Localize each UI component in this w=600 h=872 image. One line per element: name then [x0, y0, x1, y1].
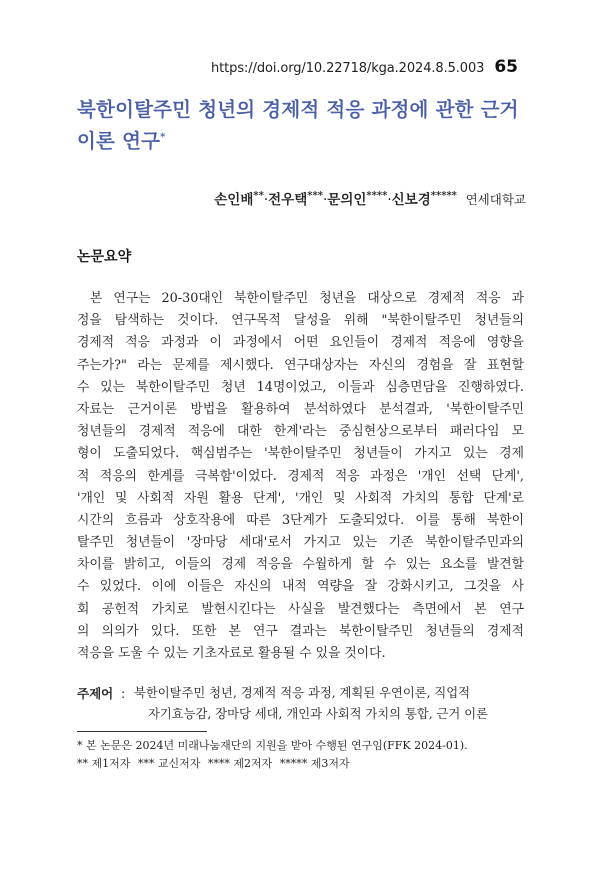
abstract-line: 적응을 도울 수 있는 기초자료로 활용될 수 있을 것이다.	[77, 646, 386, 661]
abstract-line: 정을 탐색하는 것이다. 연구목적 달성을 위해 "북한이탈주민 청년들의	[77, 313, 524, 329]
abstract-line: 형이 도출되었다. 핵심범주는 '북한이탈주민 청년들이 가지고 있는 경제	[77, 446, 524, 462]
keywords-label: 주제어	[77, 686, 114, 701]
keywords-line: 자기효능감, 장마당 세대, 개인과 사회적 가치의 통합, 근거 이론	[148, 707, 488, 721]
author-mark: **	[253, 190, 264, 202]
author-mark: *****	[430, 190, 457, 202]
role-mark: **	[77, 757, 88, 770]
role-label: 교신저자	[157, 757, 201, 770]
abstract-line: 회 공헌적 가치로 발현시킨다는 사실을 발견했다는 측면에서 본 연구	[77, 601, 524, 617]
role-label: 제2저자	[233, 757, 273, 770]
author-name: 손인배	[214, 192, 254, 208]
abstract-line: 경제적 적응 과정과 이 과정에서 어떤 요인들이 경제적 적응에 영향을	[77, 335, 524, 351]
role-label: 제1저자	[91, 757, 131, 770]
abstract-heading: 논문요약	[77, 249, 132, 265]
abstract-line: 본 연구는 20-30대인 북한이탈주민 청년을 대상으로 경제적 적응 과	[90, 291, 524, 306]
footnote-funding: * 본 논문은 2024년 미래나눔재단의 지원을 받아 수행된 연구임(FFK 2024-01).	[77, 739, 468, 752]
role-mark: ***	[137, 757, 155, 770]
title-footnote-mark: *	[160, 132, 166, 143]
author-name: 문의인	[327, 192, 367, 208]
role-label: 제3저자	[310, 757, 350, 770]
affiliation: 연세대학교	[465, 192, 526, 207]
abstract-line: 수 있었다. 이에 이들은 자신의 내적 역량을 잘 강화시키고, 그것을 사	[77, 579, 524, 595]
doi-link[interactable]: https://doi.org/10.22718/kga.2024.8.5.003	[211, 61, 485, 76]
author-name: 전우택	[268, 192, 308, 208]
author-separator: ·	[263, 192, 269, 208]
author-name: 신보경	[391, 192, 431, 208]
author-separator: ·	[387, 192, 392, 208]
footnote-divider	[77, 731, 207, 732]
author-separator: ·	[322, 192, 328, 208]
role-mark: ****	[207, 757, 230, 770]
abstract-line: 탈주민 청년들이 '장마당 세대'로서 가지고 있는 기존 북한이탈주민과의	[77, 535, 524, 551]
keywords-colon: :	[121, 686, 126, 701]
abstract-line: 적 적응의 한계를 극복함'이었다. 경제적 적응 과정은 '개인 선택 단계',	[77, 468, 524, 484]
keywords-line: 북한이탈주민 청년, 경제적 적응 과정, 계획된 우연이론, 직업적	[134, 686, 471, 700]
footnotes	[77, 737, 532, 773]
abstract-line: 주는가?" 라는 문제를 제시했다. 연구대상자는 자신의 경험을 잘 표현할	[77, 357, 524, 373]
author-mark: ***	[307, 190, 323, 202]
abstract-line: '개인 및 사회적 자원 활용 단계', '개인 및 사회적 가치의 통합 단계'로	[77, 490, 524, 506]
title-line-1: 북한이탈주민 청년의 경제적 적응 과정에 관한 근거	[77, 98, 519, 121]
abstract-line: 자료는 근거이론 방법을 활용하여 분석하였다 분석결과, '북한이탈주민	[77, 401, 524, 417]
paper-title	[77, 96, 532, 156]
abstract-line: 시간의 흐름과 상호작용에 따른 3단계가 도출되었다. 이를 통해 북한이	[77, 512, 524, 528]
keywords-text	[134, 683, 534, 725]
title-line-2: 이론 연구	[77, 129, 161, 153]
footnote-roles	[77, 755, 532, 773]
page-number: 65	[494, 57, 518, 77]
role-mark: *****	[279, 757, 308, 770]
author-list	[214, 188, 526, 208]
author-mark: ****	[366, 190, 388, 202]
abstract-line: 차이를 밝히고, 이들의 경제 적응을 수월하게 할 수 있는 요소를 발견할	[77, 557, 524, 573]
abstract-line: 수 있는 북한이탈주민 청년 14명이었고, 이들과 심층면담을 진행하였다.	[77, 379, 524, 395]
page-header	[211, 57, 518, 79]
abstract-line: 의 의의가 있다. 또한 본 연구 결과는 북한이탈주민 청년들의 경제적	[77, 623, 524, 639]
abstract-body	[77, 288, 524, 665]
abstract-line: 청년들의 경제적 적응에 대한 한계'라는 중심현상으로부터 패러다임 모	[77, 424, 524, 440]
